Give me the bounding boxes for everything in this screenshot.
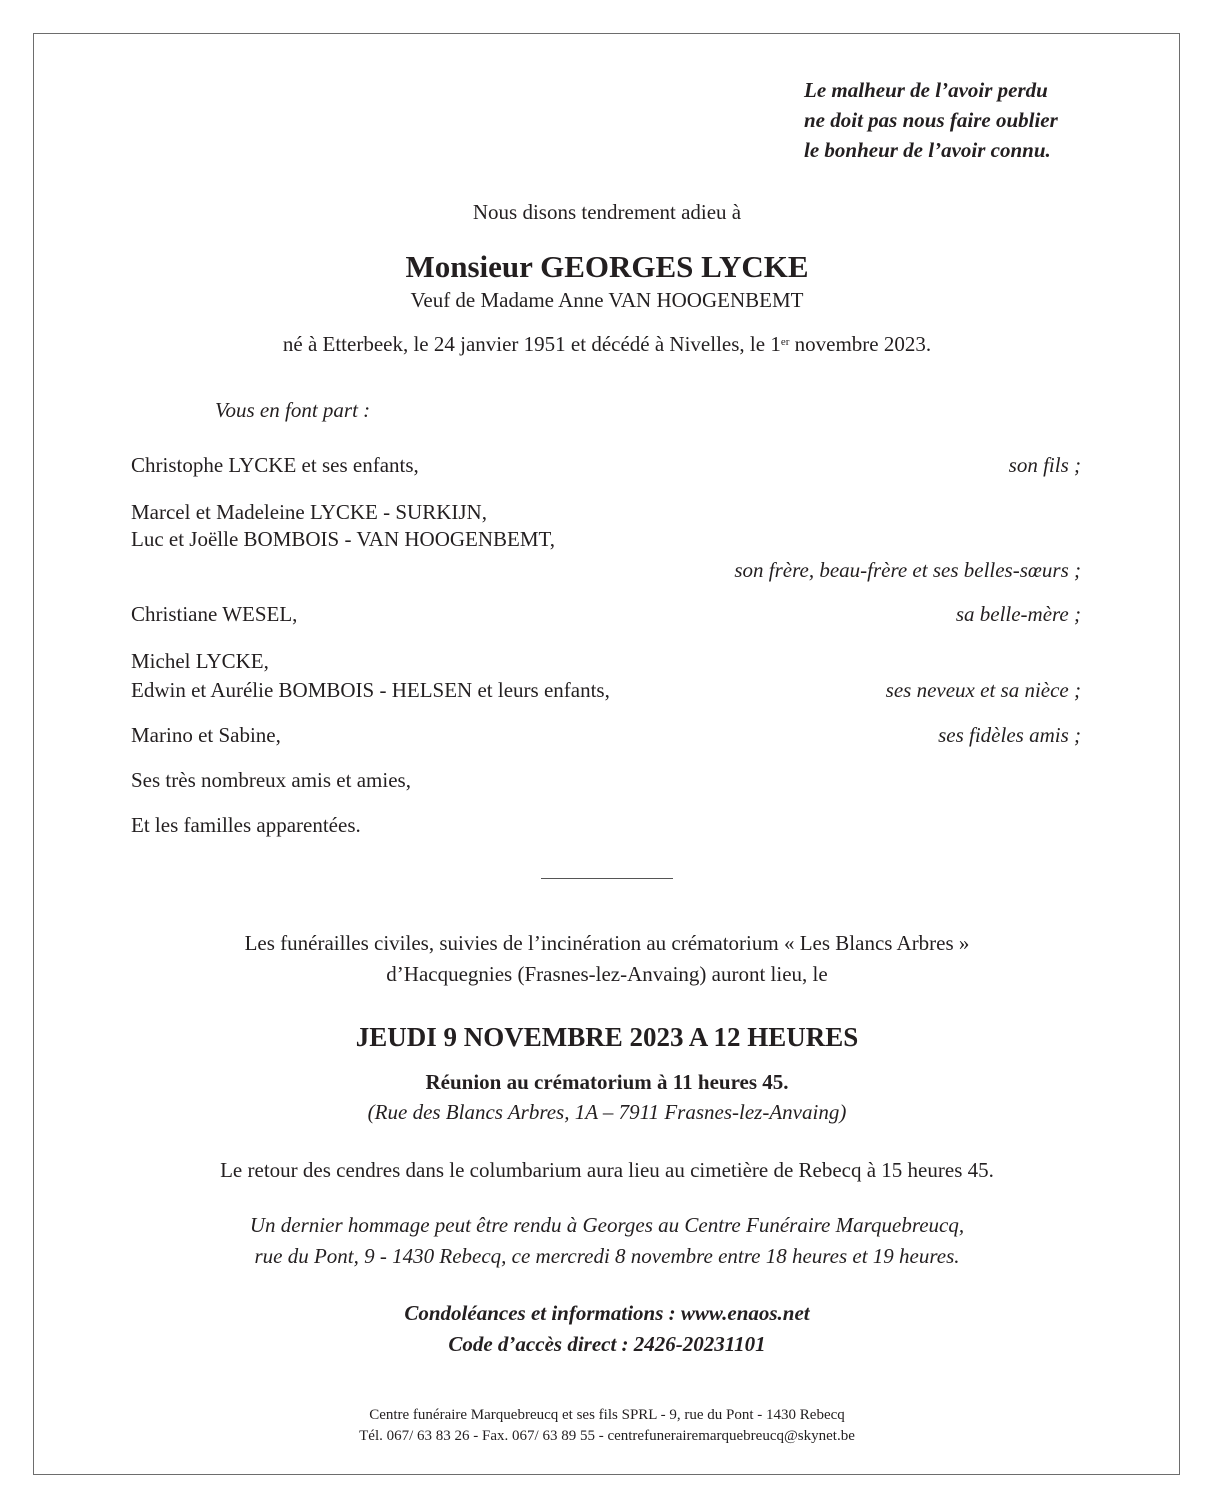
family-relation: ses fidèles amis ; — [938, 723, 1081, 747]
footer-line: Tél. 067/ 63 83 26 - Fax. 067/ 63 89 55 - centrefunerairemarquebreucq@skynet.be — [359, 1428, 855, 1444]
birth-death-text: né à Etterbeek, le 24 janvier 1951 et décédé à Nivelles, le 1 — [282, 332, 781, 356]
deceased-name: Monsieur GEORGES LYCKE — [405, 249, 809, 284]
address: (Rue des Blancs Arbres, 1A – 7911 Frasnes-lez-Anvaing) — [367, 1100, 847, 1124]
birth-death — [0, 331, 1214, 357]
family-name: Edwin et Aurélie BOMBOIS - HELSEN et leurs enfants, — [131, 678, 610, 702]
funeral-line: d’Hacquegnies (Frasnes-lez-Anvaing) auront lieu, le — [386, 962, 828, 986]
family-name: Christophe LYCKE et ses enfants, — [131, 453, 419, 477]
epigraph-line: ne doit pas nous faire oublier — [804, 108, 1058, 132]
access-code: Code d’accès direct : 2426-20231101 — [448, 1332, 766, 1356]
epigraph — [804, 75, 1058, 165]
footer-line: Centre funéraire Marquebreucq et ses fils SPRL - 9, rue du Pont - 1430 Rebecq — [369, 1407, 845, 1423]
homage-line: rue du Pont, 9 - 1430 Rebecq, ce mercredi 8 novembre entre 18 heures et 19 heures. — [254, 1244, 960, 1268]
ordinal: er — [780, 336, 790, 348]
family-name: Ses très nombreux amis et amies, — [131, 768, 411, 792]
epigraph-line: Le malheur de l’avoir perdu — [804, 78, 1048, 102]
birth-death-text: novembre 2023. — [789, 332, 932, 356]
family-relation: sa belle-mère ; — [955, 602, 1081, 626]
announce: Vous en font part : — [215, 398, 371, 422]
spouse: Veuf de Madame Anne VAN HOOGENBEMT — [410, 288, 804, 312]
condolences-line: Condoléances et informations : www.enaos.net — [404, 1301, 810, 1325]
family-relation: son fils ; — [1008, 453, 1081, 477]
family-name: Michel LYCKE, — [131, 649, 269, 673]
family-name: Marino et Sabine, — [131, 723, 281, 747]
meeting: Réunion au crématorium à 11 heures 45. — [425, 1070, 789, 1094]
funeral-line: Les funérailles civiles, suivies de l’incinération au crématorium « Les Blancs Arbres » — [244, 931, 970, 955]
family-relation: son frère, beau-frère et ses belles-sœurs ; — [734, 558, 1081, 582]
homage-line: Un dernier hommage peut être rendu à Georges au Centre Funéraire Marquebreucq, — [249, 1213, 965, 1237]
ashes: Le retour des cendres dans le columbarium aura lieu au cimetière de Rebecq à 15 heures 45. — [220, 1158, 994, 1182]
family-name: Marcel et Madeleine LYCKE - SURKIJN, — [131, 500, 487, 524]
funeral-date: JEUDI 9 NOVEMBRE 2023 A 12 HEURES — [355, 1022, 859, 1052]
family-relation: ses neveux et sa nièce ; — [885, 678, 1081, 702]
family-name: Et les familles apparentées. — [131, 813, 361, 837]
divider — [541, 878, 673, 879]
family-name: Christiane WESEL, — [131, 602, 298, 626]
epigraph-line: le bonheur de l’avoir connu. — [804, 138, 1051, 162]
family-name: Luc et Joëlle BOMBOIS - VAN HOOGENBEMT, — [131, 527, 556, 551]
intro: Nous disons tendrement adieu à — [472, 200, 742, 224]
